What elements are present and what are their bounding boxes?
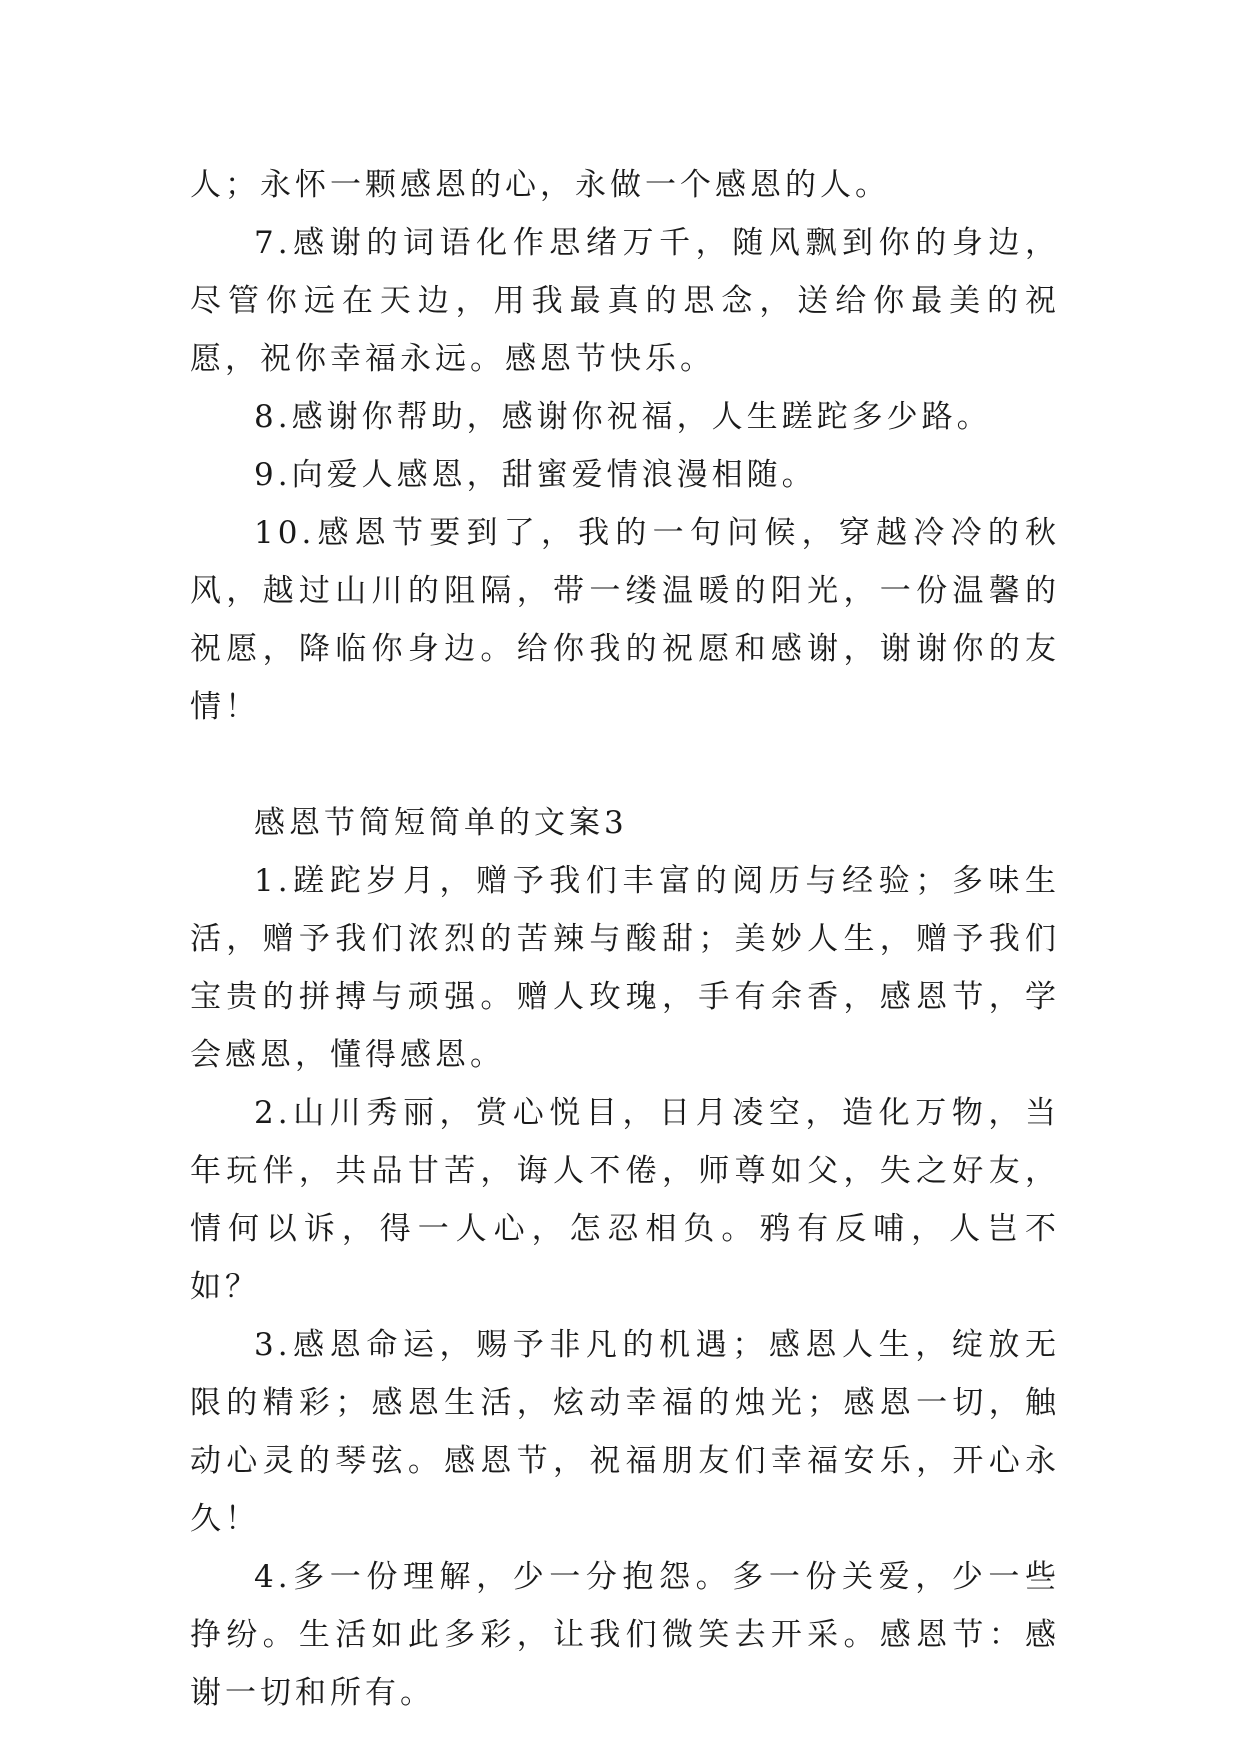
- paragraph-item-2: 2.山川秀丽，赏心悦目，日月凌空，造化万物，当年玩伴，共品甘苦，诲人不倦，师尊如父，失之好友，情何以诉，得一人心，怎忍相负。鸦有反哺，人岂不如？: [190, 1095, 1060, 1305]
- document-body: [190, 156, 1060, 1722]
- paragraph-item-3: 3.感恩命运，赐予非凡的机遇；感恩人生，绽放无限的精彩；感恩生活，炫动幸福的烛光；感恩一切，触动心灵的琴弦。感恩节，祝福朋友们幸福安乐，开心永久！: [190, 1327, 1060, 1537]
- section-heading: 感恩节简短简单的文案3: [254, 805, 628, 841]
- paragraph-item-4: 4.多一份理解，少一分抱怨。多一份关爱，少一些挣纷。生活如此多彩，让我们微笑去开采。感恩节：感谢一切和所有。: [190, 1559, 1060, 1711]
- paragraph-item-9: 9.向爱人感恩，甜蜜爱情浪漫相随。: [254, 457, 817, 493]
- paragraph-item-1: 1.蹉跎岁月，赠予我们丰富的阅历与经验；多味生活，赠予我们浓烈的苦辣与酸甜；美妙人生，赠予我们宝贵的拼搏与顽强。赠人玫瑰，手有余香，感恩节，学会感恩，懂得感恩。: [190, 863, 1060, 1073]
- paragraph-continuation: 人；永怀一颗感恩的心，永做一个感恩的人。: [190, 167, 890, 203]
- paragraph-item-10: 10.感恩节要到了，我的一句问候，穿越冷冷的秋风，越过山川的阻隔，带一缕温暖的阳光，一份温馨的祝愿，降临你身边。给你我的祝愿和感谢，谢谢你的友情！: [190, 515, 1060, 725]
- paragraph-item-7: 7.感谢的词语化作思绪万千，随风飘到你的身边，尽管你远在天边，用我最真的思念，送给你最美的祝愿，祝你幸福永远。感恩节快乐。: [190, 225, 1060, 377]
- paragraph-item-8: 8.感谢你帮助，感谢你祝福，人生蹉跎多少路。: [254, 399, 992, 435]
